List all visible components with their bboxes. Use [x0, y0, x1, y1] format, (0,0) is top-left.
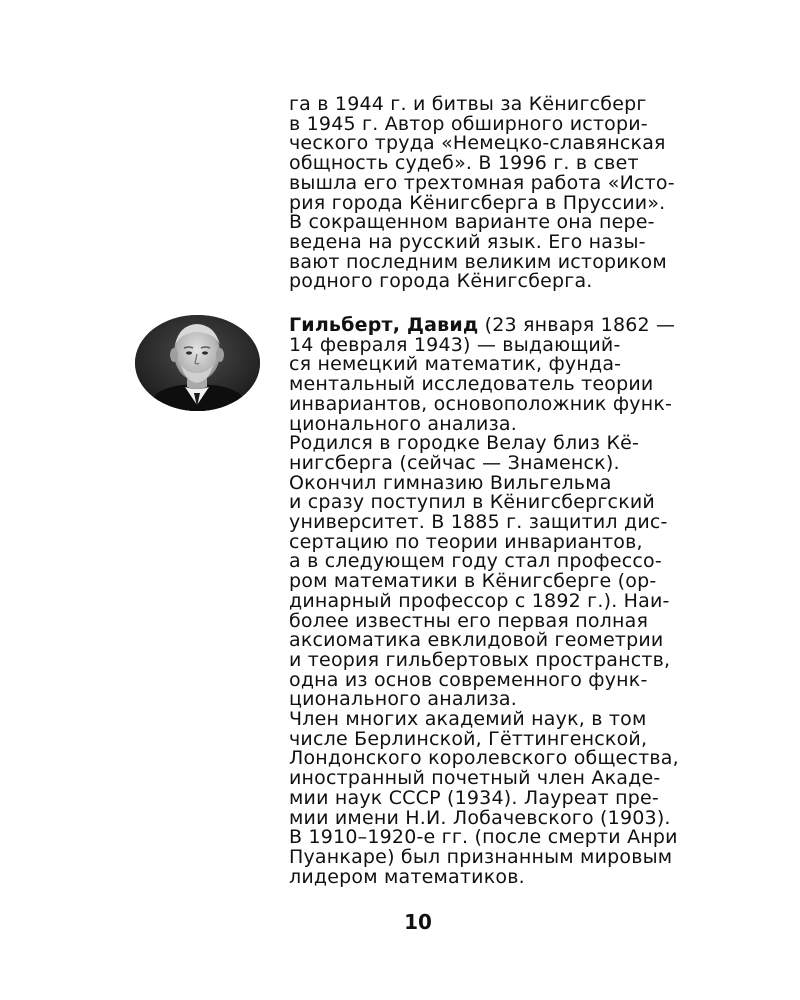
- text-line: ционального анализа.: [289, 688, 517, 711]
- text-line: мии имени Н.И. Лобачевского (1903).: [289, 806, 671, 829]
- entry-dates: (23 января 1862 —: [478, 314, 676, 336]
- text-line: 14 февраля 1943) — выдающий-: [289, 333, 621, 356]
- text-line: более известны его первая полная: [289, 609, 649, 632]
- text-line: Родился в городке Велау близ Кё-: [289, 432, 640, 455]
- text-line: аксиоматика евклидовой геометрии: [289, 629, 664, 652]
- text-line: Лондонского королевского общества,: [289, 747, 679, 770]
- text-line: инвариантов, основоположник функ-: [289, 392, 673, 415]
- portrait-photo: [135, 315, 260, 411]
- text-line: динарный профессор с 1892 г.). Наи-: [289, 589, 670, 612]
- hilbert-entry-text: [289, 316, 709, 887]
- entry-name: Гильберт, Давид: [289, 314, 479, 336]
- text-line: и сразу поступил в Кёнигсбергский: [289, 491, 655, 514]
- text-line: а в следующем году стал профессо-: [289, 550, 662, 573]
- text-line: общность судеб». В 1996 г. в свет: [289, 152, 639, 175]
- text-line: В сокращенном варианте она пере-: [289, 211, 655, 234]
- text-line: нигсберга (сейчас — Знаменск).: [289, 451, 620, 474]
- text-line: вышла его трехтомная работа «Исто-: [289, 171, 675, 194]
- text-line: числе Берлинской, Гёттингенской,: [289, 727, 648, 750]
- text-line: ческого труда «Немецко-славянская: [289, 132, 666, 155]
- text-line: вают последним великим историком: [289, 250, 667, 273]
- text-line: родного города Кёнигсберга.: [289, 270, 593, 293]
- text-line: мии наук СССР (1934). Лауреат пре-: [289, 786, 659, 809]
- previous-entry-text: [289, 95, 709, 292]
- text-line: рия города Кёнигсберга в Пруссии».: [289, 191, 666, 214]
- text-line: Окончил гимназию Вильгельма: [289, 471, 612, 494]
- text-line: Пуанкаре) был признанным мировым: [289, 845, 673, 868]
- entry-first-line: [289, 316, 709, 336]
- text-line: ционального анализа.: [289, 412, 517, 435]
- text-line: одна из основ современного функ-: [289, 668, 648, 691]
- text-line: ся немецкий математик, фунда-: [289, 353, 622, 376]
- text-line: и теория гильбертовых пространств,: [289, 648, 671, 671]
- text-line: университет. В 1885 г. защитил дис-: [289, 511, 668, 534]
- page-number: 10: [404, 910, 432, 934]
- portrait-image: [135, 315, 260, 411]
- text-line: ром математики в Кёнигсберге (ор-: [289, 570, 657, 593]
- text-line: га в 1944 г. и битвы за Кёнигсберг: [289, 93, 647, 115]
- text-line: Член многих академий наук, в том: [289, 708, 647, 731]
- text-line: иностранный почетный член Акаде-: [289, 767, 661, 790]
- text-line: ведена на русский язык. Его назы-: [289, 230, 646, 253]
- text-line: В 1910–1920-е гг. (после смерти Анри: [289, 826, 678, 849]
- text-line: сертацию по теории инвариантов,: [289, 530, 643, 553]
- text-line: лидером математиков.: [289, 865, 525, 888]
- text-line: в 1945 г. Автор обширного истори-: [289, 112, 648, 135]
- text-line: ментальный исследователь теории: [289, 373, 654, 396]
